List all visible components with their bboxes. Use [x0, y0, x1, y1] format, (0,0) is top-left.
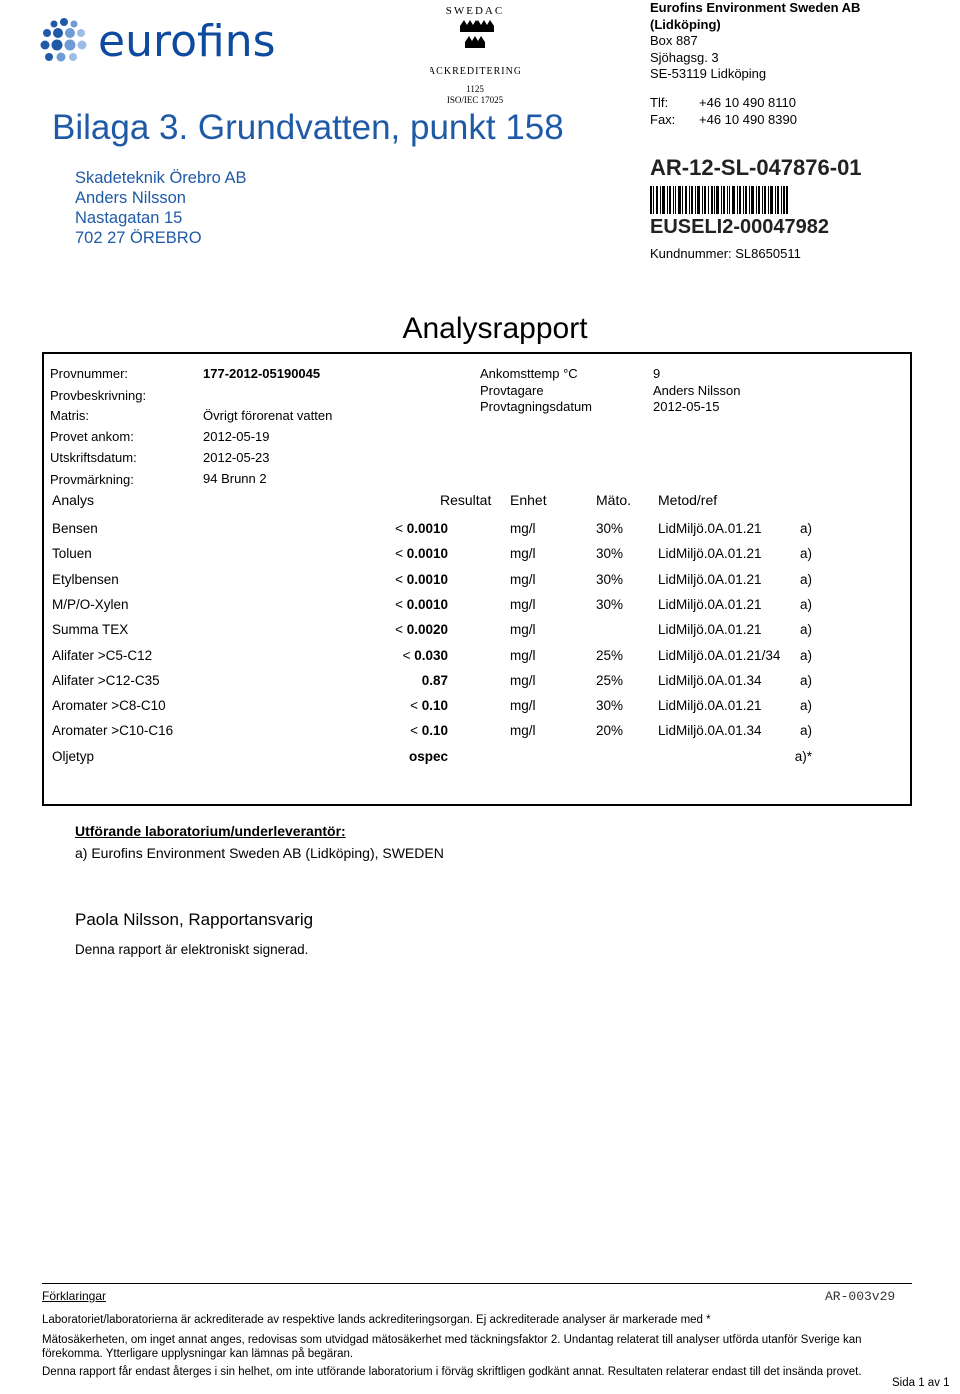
ankom-value: 2012-05-19 [203, 429, 270, 444]
lab-ref: a) [799, 723, 812, 739]
method-ref: LidMiljö.0A.01.34 [658, 723, 762, 739]
provnummer-value: 177-2012-05190045 [203, 366, 321, 381]
provtagare-value: Anders Nilsson [653, 383, 741, 398]
table-row [0, 673, 870, 698]
result-value [395, 597, 448, 612]
uncertainty: 30% [596, 521, 624, 536]
lab-heading: Utförande laboratorium/underleverantör: [75, 823, 346, 839]
method-ref: LidMiljö.0A.01.21 [658, 546, 762, 562]
provdatum-label: Provtagningsdatum [480, 399, 593, 414]
analyte-name: Alifater >C12-C35 [52, 672, 160, 688]
result-value [409, 749, 448, 764]
table-row [0, 723, 870, 748]
result-prefix: < [395, 622, 407, 638]
lab-ref: a) [799, 521, 812, 536]
markning-label: Provmärkning: [50, 472, 134, 487]
result-value [410, 698, 448, 713]
method-ref: LidMiljö.0A.01.21 [658, 698, 762, 714]
col-metod: Metod/ref [658, 492, 718, 508]
col-mato: Mäto. [596, 492, 632, 508]
table-row [0, 648, 870, 673]
provbeskrivning-label: Provbeskrivning: [50, 388, 147, 403]
unit: mg/l [510, 596, 536, 612]
result-prefix: < [395, 571, 407, 587]
analyte-name: M/P/O-Xylen [52, 596, 129, 612]
result-prefix: < [410, 723, 422, 739]
recipient-line2: Anders Nilsson [75, 189, 186, 207]
tlf-label: Tlf: [650, 95, 669, 110]
svg-text:SWEDAC: SWEDAC [445, 5, 505, 17]
company-address3: SE-53119 Lidköping [650, 66, 767, 81]
result-prefix: < [410, 698, 422, 714]
table-row [0, 572, 870, 597]
ankom-label: Provet ankom: [50, 429, 134, 444]
euseli-number: EUSELI2-00047982 [650, 216, 830, 238]
result-number: 0.10 [421, 698, 448, 714]
svg-text:ACKREDITERING: ACKREDITERING [430, 66, 520, 77]
eurofins-dots-icon [40, 18, 98, 68]
table-row [0, 749, 870, 774]
swedac-crowns-icon [430, 2, 520, 82]
analyte-name: Aromater >C8-C10 [52, 698, 166, 714]
method-ref: LidMiljö.0A.01.21/34 [658, 647, 781, 663]
temp-label: Ankomsttemp °C [480, 366, 578, 381]
lab-ref: a) [799, 647, 812, 663]
lab-ref: a) [799, 698, 812, 714]
footer-heading: Förklaringar [42, 1289, 107, 1303]
ar-number: AR-12-SL-047876-01 [650, 155, 862, 180]
table-row [0, 546, 870, 571]
recipient-line3: Nastagatan 15 [75, 209, 183, 227]
unit: mg/l [510, 521, 536, 536]
uncertainty: 25% [596, 647, 624, 663]
result-number: 0.10 [421, 723, 448, 739]
utskrift-value: 2012-05-23 [203, 450, 270, 465]
tlf-value: +46 10 490 8110 [699, 95, 796, 110]
uncertainty: 30% [596, 596, 624, 612]
result-prefix: < [395, 546, 407, 562]
uncertainty: 30% [596, 698, 624, 714]
swedac-seal [430, 2, 520, 107]
result-value [422, 673, 448, 688]
uncertainty: 30% [596, 571, 624, 587]
footer-note3: Denna rapport får endast återges i sin helhet, om inte utförande laboratorium i förväg skriftligen godkänt annat. Resultaten relaterar endast till det insända provet. [42, 1366, 862, 1378]
swedac-number: 1125 [466, 84, 484, 94]
barcode-icon [650, 186, 788, 214]
provnummer-label: Provnummer: [50, 366, 129, 381]
col-analys: Analys [52, 492, 95, 508]
signer-name: Paola Nilsson, Rapportansvarig [75, 910, 314, 929]
table-row [0, 597, 870, 622]
company-address1: Box 887 [650, 33, 698, 48]
unit: mg/l [510, 571, 536, 587]
analyte-name: Oljetyp [52, 748, 95, 764]
signature-note: Denna rapport är elektroniskt signerad. [75, 942, 309, 957]
lab-ref: a) [799, 571, 812, 587]
uncertainty: 20% [596, 723, 624, 739]
provdatum-value: 2012-05-15 [653, 399, 720, 414]
temp-value: 9 [653, 366, 661, 381]
recipient-line4: 702 27 ÖREBRO [75, 229, 202, 247]
lab-line: a) Eurofins Environment Sweden AB (Lidköping), SWEDEN [75, 845, 444, 861]
utskrift-label: Utskriftsdatum: [50, 450, 137, 465]
analyte-name: Etylbensen [52, 571, 119, 587]
table-row [0, 521, 870, 546]
method-ref: LidMiljö.0A.01.21 [658, 521, 762, 536]
company-block [650, 0, 860, 83]
page-number: Sida 1 av 1 [892, 1377, 950, 1389]
kundnummer: Kundnummer: SL8650511 [650, 246, 801, 261]
matris-value: Övrigt förorenat vatten [203, 408, 333, 423]
method-ref: LidMiljö.0A.01.21 [658, 596, 762, 612]
document-title: Bilaga 3. Grundvatten, punkt 158 [52, 108, 564, 147]
unit: mg/l [510, 622, 536, 638]
analyte-name: Aromater >C10-C16 [52, 723, 174, 739]
table-row [0, 622, 870, 647]
result-prefix: < [402, 647, 415, 663]
result-value [395, 546, 448, 561]
method-ref: LidMiljö.0A.01.21 [658, 571, 762, 587]
result-number: 0.0010 [406, 546, 448, 562]
recipient-line1: Skadeteknik Örebro AB [75, 169, 247, 187]
result-value [395, 521, 448, 536]
analyte-name: Toluen [52, 546, 92, 562]
result-prefix: < [395, 596, 407, 612]
unit: mg/l [510, 698, 536, 714]
analyte-name: Summa TEX [52, 622, 129, 638]
unit: mg/l [510, 546, 536, 562]
company-location: (Lidköping) [650, 16, 721, 32]
unit: mg/l [510, 723, 536, 739]
method-ref: LidMiljö.0A.01.34 [658, 672, 762, 688]
result-number: 0.0010 [406, 596, 448, 612]
footer-note1: Laboratoriet/laboratorierna är ackrediterade av respektive lands ackrediteringsorgan. Ej ackrediterade analyser är markerade med * [42, 1314, 711, 1326]
result-value [403, 648, 448, 663]
logo-wordmark: eurofins [98, 16, 276, 67]
fax-value: +46 10 490 8390 [699, 111, 797, 127]
result-number: 0.0020 [406, 622, 448, 638]
footer-divider [42, 1283, 912, 1284]
contact-block [650, 95, 797, 128]
footer-note2: Mätosäkerheten, om inget annat anges, redovisas som utvidgad mätosäkerhet med täckningsfaktor 2. Undantag relaterat till analyser utförda utanför Sverige kan förekomma. Ytterligare upplysningar kan lämnas på begäran. [42, 1334, 862, 1360]
lab-ref: a) [799, 672, 812, 688]
report-title: Analysrapport [402, 312, 588, 345]
result-number: 0.030 [414, 647, 448, 663]
barcode [650, 186, 788, 214]
lab-ref: a) [799, 546, 812, 562]
swedac-standard: ISO/IEC 17025 [446, 95, 504, 105]
unit: mg/l [510, 672, 536, 688]
analyte-name: Alifater >C5-C12 [52, 647, 153, 663]
company-address2: Sjöhagsg. 3 [650, 49, 719, 65]
recipient-address [75, 168, 247, 248]
col-enhet: Enhet [510, 492, 547, 508]
uncertainty: 30% [596, 546, 624, 562]
result-number: 0.87 [421, 672, 448, 688]
lab-ref: a) [799, 622, 812, 638]
method-ref: LidMiljö.0A.01.21 [658, 622, 762, 638]
table-row [0, 698, 870, 723]
lab-ref: a)* [794, 748, 812, 764]
result-value [395, 622, 448, 637]
footer-code: AR-003v29 [825, 1289, 896, 1304]
unit: mg/l [510, 647, 536, 663]
uncertainty: 25% [596, 672, 624, 688]
result-number: 0.0010 [406, 521, 448, 536]
provtagare-label: Provtagare [480, 383, 544, 398]
result-number: 0.0010 [406, 571, 448, 587]
result-value [395, 572, 448, 587]
result-prefix: < [395, 521, 407, 536]
lab-ref: a) [799, 596, 812, 612]
result-value [410, 723, 448, 738]
fax-label: Fax: [650, 111, 676, 127]
matris-label: Matris: [50, 408, 89, 423]
result-number: ospec [408, 748, 448, 764]
analyte-name: Bensen [52, 521, 98, 536]
eurofins-logo [40, 16, 276, 68]
markning-value: 94 Brunn 2 [203, 471, 267, 486]
col-resultat: Resultat [440, 492, 492, 508]
company-name: Eurofins Environment Sweden AB [650, 0, 861, 15]
